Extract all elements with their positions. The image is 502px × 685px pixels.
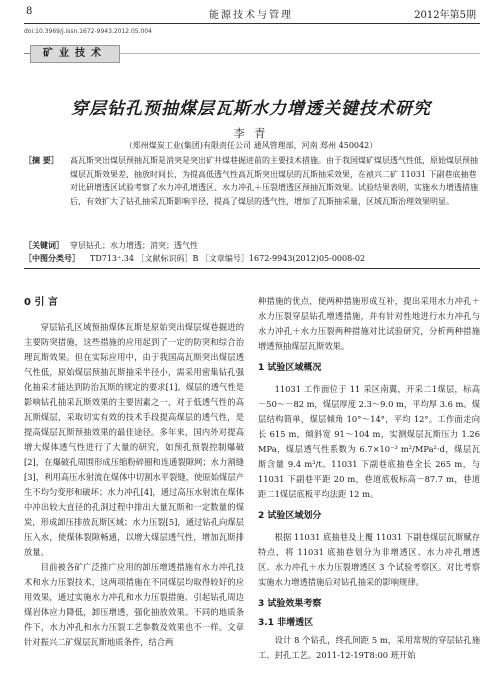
classification-label: ［中图分类号］	[24, 253, 80, 263]
keywords-label: ［关键词］	[24, 240, 64, 250]
section-heading: 3 试验效果考察	[258, 599, 322, 609]
section-rule-right	[120, 53, 480, 54]
abstract-text: 高瓦斯突出煤层预抽瓦斯是消突是突出矿井煤巷掘进前的主要技术措施。由于我国煤矿煤层透气性低，原始煤层预抽煤层瓦斯效果差，抽放时间长，为提高低透气性高瓦斯突出煤层的瓦斯抽采效果，在祯兴二矿 11031 下副巷底抽巷对比研增透区试验考察了水力冲孔增透区、水力冲孔＋压裂增透区预抽瓦斯效果。试验结果表明，实施水力增透措施后，有效扩大了钻孔抽采瓦斯影响半径，提高了煤层的透气性，增加了瓦斯抽采量，区域瓦斯治理效果明显。	[70, 156, 478, 206]
article-title: 穿层钻孔预抽煤层瓦斯水力增透关键技术研究	[71, 99, 431, 119]
section-text: 根据 11031 底抽巷及上覆 11031 下副巷煤层瓦斯赋存特点，将 11031 底抽巷划分为非增透区、水力冲孔增透区、水力冲孔＋水力压裂增透区 3 个试验考察区。对比考察实施水力增透措施后对钻孔抽采的影响规律。	[258, 532, 480, 587]
section-tag: 矿业技术	[30, 45, 120, 63]
issue-label: 2012年第5期	[414, 10, 476, 21]
affiliation: （郑州煤炭工业(集团)有限责任公司 通风管理部，河南 郑州 450042）	[124, 141, 378, 150]
paragraph: 穿层钻孔区域预抽煤体瓦斯是原始突出煤层煤巷掘进的主要防突措施，这些措施的应用起到了一定的防突和综合治理瓦斯效果。但在实际应用中，由于我国高瓦斯突出煤层透气性低，原始煤层预抽瓦斯抽采半径小，需采用密集钻孔强化抽采才能达到防治瓦斯的规定的要求[1]。煤层的透气性是影响钻孔抽采瓦斯效果的主要因素之一，对于低透气性的高瓦斯煤层，采取切实有效的技术手段提高煤层的透气性，是提高煤层瓦斯预抽效果的最佳途径。多年来，国内外对提高增大煤体透气性进行了大量的研究，如预孔预裂控制爆破[2]，在爆破孔周围形成压缩粉碎圈和连通裂隙网；水力割缝[3]，利用高压水射流在煤体中切割水平裂缝，使原始煤层产生不均匀变形和破坏；水力冲孔[4]，通过高压水射流在煤体中冲出较大直径的孔洞过程中排出大量瓦斯和一定数量的煤炭，形成卸压排放瓦斯区域；水力压裂[5]，通过钻孔向煤层压入水，使煤体裂隙畅通，以增大煤层透气性，增加瓦斯排放量。	[24, 322, 244, 557]
section-heading: 2 试验区域划分	[258, 511, 322, 521]
section-heading: 1 试验区域概况	[258, 363, 322, 373]
section-text: 11031 工作面位于 11 采区南翼，开采二1煤层，标高－50～－82 m，煤层厚度 2.3～9.0 m，平均厚 3.6 m。煤层结构简单，煤层倾角 10°～14°，平均 12°。工作面走向长 615 m，倾斜宽 91～104 m，实测煤层瓦斯压力 1.26 MPa，煤层透气性系数为 6.7×10⁻³ m²/MPa²·d，煤层瓦斯含量 9.4 m³/t。11031 下副巷底抽巷全长 265 m，与 11031 下副巷平距 20 m，巷道底板标高－87.7 m，巷道距二1煤层底板平均法距 12 m。	[258, 384, 480, 499]
intro-heading: 0 引 言	[24, 297, 58, 308]
page-number: 8	[26, 6, 33, 17]
header-rule	[24, 23, 480, 24]
keywords-text: 穿层钻孔；水力增透；消突；透气性	[70, 241, 198, 250]
author: 李 青	[233, 127, 269, 140]
keywords	[24, 239, 480, 253]
abstract-rule	[24, 268, 480, 269]
abstract	[24, 154, 480, 238]
journal-title: 能源技术与管理	[209, 10, 293, 21]
doi: doi:10.3969/j.issn.1672-9943.2012.05.004	[24, 28, 152, 35]
classification-text: TD713⁺.34 ［文献标识码］B ［文章编号］1672-9943(2012)05-0008-02	[90, 254, 366, 263]
left-column	[24, 295, 244, 650]
right-column	[258, 294, 480, 663]
subsection-text: 设计 8 个钻孔，终孔间距 5 m，采用常规的穿层钻孔施工、封孔工艺。2011-12-19T8:00 班开始	[258, 635, 480, 660]
subsection-heading: 3.1 非增透区	[258, 618, 314, 628]
abstract-label: ［摘 要］	[24, 155, 59, 165]
paragraph: 目前被各矿广泛推广应用的卸压增透措施有水力冲孔技术和水力压裂技术，这两项措施在不同煤层均取得较好的应用效果，通过实施水力冲孔和水力压裂措施、引起钻孔周边煤岩体应力降低，卸压增透，强化抽放效果。不同的地质条件下，水力冲孔和水力压裂工艺参数及效果也不一样。文章针对振兴二矿煤层瓦斯地质条件，结合两	[24, 562, 244, 647]
classification	[24, 252, 480, 266]
intro-continued: 种措施的优点，使两种措施形成互补，提出采用水力冲孔＋水力压裂穿层钻孔增透措施，并有针对性地进行水力冲孔与水力冲孔＋水力压裂两种措施对比试验研究，分析两种措施增透预抽煤层瓦斯效果。	[258, 296, 480, 351]
